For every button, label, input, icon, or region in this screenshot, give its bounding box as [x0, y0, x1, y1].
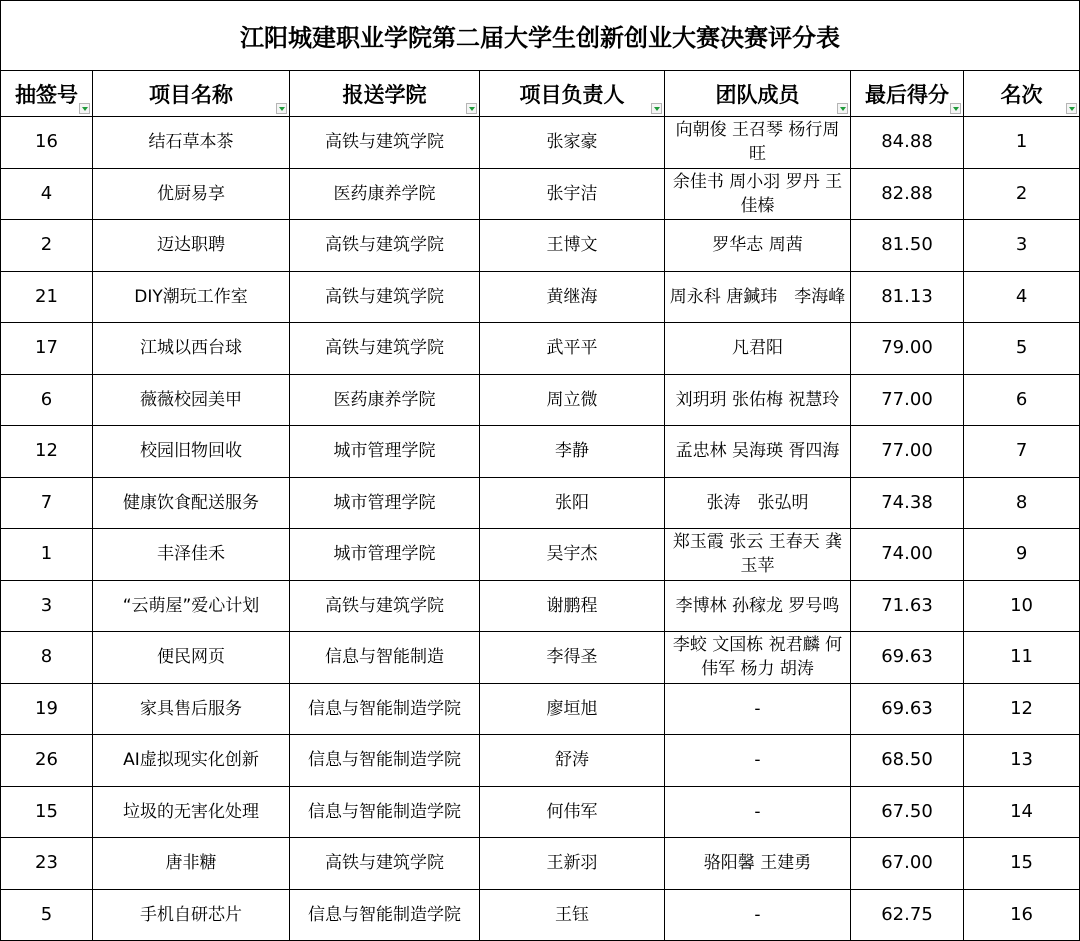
final-score-cell: 74.00	[851, 529, 964, 581]
rank-cell: 15	[964, 838, 1080, 890]
table-body	[1, 117, 1080, 941]
leader-cell: 廖垣旭	[480, 683, 665, 735]
table-row	[1, 426, 1080, 478]
rank-cell: 13	[964, 735, 1080, 787]
final-score-cell: 67.50	[851, 786, 964, 838]
college-cell: 信息与智能制造学院	[290, 786, 480, 838]
draw-number-cell: 4	[1, 168, 93, 220]
college-cell: 高铁与建筑学院	[290, 220, 480, 272]
leader-cell: 周立微	[480, 374, 665, 426]
leader-cell: 王新羽	[480, 838, 665, 890]
team-members-cell: 张涛 张弘明	[665, 477, 851, 529]
column-project-name-label: 项目名称	[149, 82, 233, 107]
leader-cell: 王钰	[480, 889, 665, 941]
final-score-cell: 79.00	[851, 323, 964, 375]
column-project-name-header	[93, 71, 290, 117]
team-members-cell: 李蛟 文国栋 祝君麟 何伟军 杨力 胡涛	[665, 632, 851, 684]
college-cell: 高铁与建筑学院	[290, 271, 480, 323]
column-final-score-header	[851, 71, 964, 117]
leader-cell: 李得圣	[480, 632, 665, 684]
rank-cell: 8	[964, 477, 1080, 529]
final-score-cell: 81.13	[851, 271, 964, 323]
project-name-cell: 结石草本茶	[93, 117, 290, 169]
rank-cell: 9	[964, 529, 1080, 581]
college-cell: 信息与智能制造学院	[290, 889, 480, 941]
college-cell: 高铁与建筑学院	[290, 838, 480, 890]
table-row	[1, 271, 1080, 323]
college-cell: 城市管理学院	[290, 426, 480, 478]
draw-number-cell: 19	[1, 683, 93, 735]
leader-cell: 舒涛	[480, 735, 665, 787]
team-members-cell: 罗华志 周茜	[665, 220, 851, 272]
team-members-cell: -	[665, 683, 851, 735]
team-members-cell: 孟忠林 吴海瑛 胥四海	[665, 426, 851, 478]
team-members-cell: 余佳书 周小羽 罗丹 王佳榛	[665, 168, 851, 220]
table-row	[1, 580, 1080, 632]
draw-number-cell: 1	[1, 529, 93, 581]
rank-cell: 6	[964, 374, 1080, 426]
project-name-cell: DIY潮玩工作室	[93, 271, 290, 323]
final-score-cell: 62.75	[851, 889, 964, 941]
team-members-cell: 李博林 孙稼龙 罗号鸣	[665, 580, 851, 632]
team-members-cell: -	[665, 889, 851, 941]
leader-cell: 何伟军	[480, 786, 665, 838]
team-members-cell: 凡君阳	[665, 323, 851, 375]
filter-dropdown-icon[interactable]	[1066, 103, 1077, 114]
rank-cell: 10	[964, 580, 1080, 632]
filter-dropdown-icon[interactable]	[950, 103, 961, 114]
project-name-cell: 薇薇校园美甲	[93, 374, 290, 426]
column-rank-label: 名次	[1000, 82, 1043, 107]
table-row	[1, 889, 1080, 941]
college-cell: 城市管理学院	[290, 477, 480, 529]
rank-cell: 14	[964, 786, 1080, 838]
table-row	[1, 168, 1080, 220]
final-score-cell: 74.38	[851, 477, 964, 529]
rank-cell: 1	[964, 117, 1080, 169]
project-name-cell: 垃圾的无害化处理	[93, 786, 290, 838]
filter-dropdown-icon[interactable]	[651, 103, 662, 114]
leader-cell: 武平平	[480, 323, 665, 375]
filter-dropdown-icon[interactable]	[276, 103, 287, 114]
column-leader-label: 项目负责人	[519, 82, 625, 107]
project-name-cell: 便民网页	[93, 632, 290, 684]
header-row	[1, 71, 1080, 117]
draw-number-cell: 8	[1, 632, 93, 684]
leader-cell: 李静	[480, 426, 665, 478]
table-row	[1, 786, 1080, 838]
project-name-cell: “云萌屋”爱心计划	[93, 580, 290, 632]
leader-cell: 张家豪	[480, 117, 665, 169]
table-row	[1, 529, 1080, 581]
final-score-cell: 67.00	[851, 838, 964, 890]
final-score-cell: 77.00	[851, 426, 964, 478]
table-row	[1, 683, 1080, 735]
rank-cell: 12	[964, 683, 1080, 735]
leader-cell: 王博文	[480, 220, 665, 272]
project-name-cell: 迈达职聘	[93, 220, 290, 272]
final-score-cell: 71.63	[851, 580, 964, 632]
column-college-header	[290, 71, 480, 117]
draw-number-cell: 6	[1, 374, 93, 426]
draw-number-cell: 23	[1, 838, 93, 890]
draw-number-cell: 16	[1, 117, 93, 169]
draw-number-cell: 21	[1, 271, 93, 323]
draw-number-cell: 15	[1, 786, 93, 838]
filter-dropdown-icon[interactable]	[837, 103, 848, 114]
draw-number-cell: 7	[1, 477, 93, 529]
leader-cell: 张宇洁	[480, 168, 665, 220]
college-cell: 医药康养学院	[290, 168, 480, 220]
project-name-cell: 丰泽佳禾	[93, 529, 290, 581]
column-leader-header	[480, 71, 665, 117]
college-cell: 信息与智能制造学院	[290, 735, 480, 787]
college-cell: 城市管理学院	[290, 529, 480, 581]
college-cell: 医药康养学院	[290, 374, 480, 426]
column-draw-number-label: 抽签号	[15, 82, 78, 107]
table-row	[1, 838, 1080, 890]
college-cell: 信息与智能制造学院	[290, 683, 480, 735]
team-members-cell: 向朝俊 王召琴 杨行周旺	[665, 117, 851, 169]
column-team-members-header	[665, 71, 851, 117]
project-name-cell: 家具售后服务	[93, 683, 290, 735]
table-row	[1, 477, 1080, 529]
final-score-cell: 84.88	[851, 117, 964, 169]
final-score-cell: 69.63	[851, 632, 964, 684]
column-college-label: 报送学院	[342, 82, 427, 107]
project-name-cell: 校园旧物回收	[93, 426, 290, 478]
table-row	[1, 117, 1080, 169]
team-members-cell: 周永科 唐鍼玮 李海峰	[665, 271, 851, 323]
rank-cell: 4	[964, 271, 1080, 323]
sheet-title: 江阳城建职业学院第二届大学生创新创业大赛决赛评分表	[1, 1, 1080, 71]
table-row	[1, 374, 1080, 426]
draw-number-cell: 26	[1, 735, 93, 787]
draw-number-cell: 2	[1, 220, 93, 272]
project-name-cell: 手机自研芯片	[93, 889, 290, 941]
table-row	[1, 323, 1080, 375]
team-members-cell: 骆阳馨 王建勇	[665, 838, 851, 890]
team-members-cell: 刘玥玥 张佑梅 祝慧玲	[665, 374, 851, 426]
column-rank-header	[964, 71, 1080, 117]
table-row	[1, 220, 1080, 272]
project-name-cell: 优厨易享	[93, 168, 290, 220]
leader-cell: 黄继海	[480, 271, 665, 323]
column-team-members-label: 团队成员	[715, 82, 800, 107]
table-row	[1, 632, 1080, 684]
draw-number-cell: 3	[1, 580, 93, 632]
rank-cell: 7	[964, 426, 1080, 478]
final-score-cell: 69.63	[851, 683, 964, 735]
project-name-cell: 江城以西台球	[93, 323, 290, 375]
leader-cell: 谢鹏程	[480, 580, 665, 632]
column-draw-number-header	[1, 71, 93, 117]
college-cell: 高铁与建筑学院	[290, 323, 480, 375]
column-final-score-label: 最后得分	[865, 82, 949, 107]
team-members-cell: -	[665, 735, 851, 787]
rank-cell: 11	[964, 632, 1080, 684]
draw-number-cell: 5	[1, 889, 93, 941]
rank-cell: 3	[964, 220, 1080, 272]
draw-number-cell: 17	[1, 323, 93, 375]
leader-cell: 张阳	[480, 477, 665, 529]
rank-cell: 2	[964, 168, 1080, 220]
draw-number-cell: 12	[1, 426, 93, 478]
rank-cell: 5	[964, 323, 1080, 375]
final-score-cell: 81.50	[851, 220, 964, 272]
filter-dropdown-icon[interactable]	[79, 103, 90, 114]
team-members-cell: -	[665, 786, 851, 838]
project-name-cell: 健康饮食配送服务	[93, 477, 290, 529]
project-name-cell: AI虚拟现实化创新	[93, 735, 290, 787]
college-cell: 信息与智能制造	[290, 632, 480, 684]
rank-cell: 16	[964, 889, 1080, 941]
college-cell: 高铁与建筑学院	[290, 117, 480, 169]
project-name-cell: 唐非糖	[93, 838, 290, 890]
leader-cell: 吴宇杰	[480, 529, 665, 581]
final-score-cell: 77.00	[851, 374, 964, 426]
filter-dropdown-icon[interactable]	[466, 103, 477, 114]
final-score-cell: 82.88	[851, 168, 964, 220]
table-row	[1, 735, 1080, 787]
final-score-cell: 68.50	[851, 735, 964, 787]
team-members-cell: 郑玉霞 张云 王春天 龚玉苹	[665, 529, 851, 581]
college-cell: 高铁与建筑学院	[290, 580, 480, 632]
